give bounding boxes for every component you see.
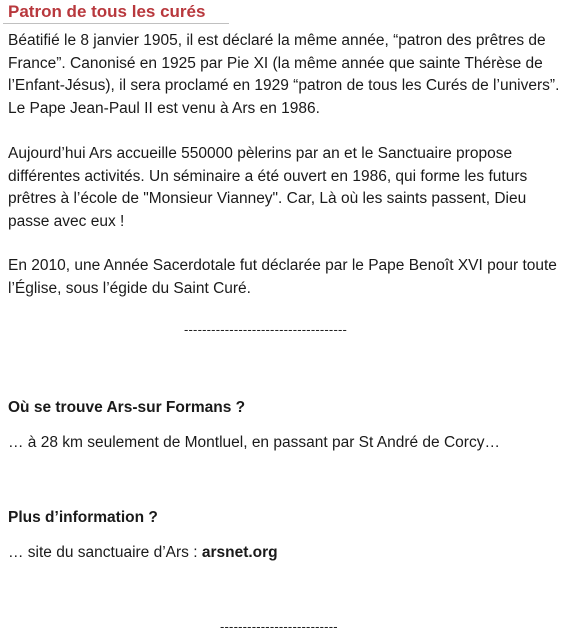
website-link[interactable]: arsnet.org	[201, 544, 278, 561]
paragraph-pilgrims: Aujourd’hui Ars accueille 550000 pèlerins par an et le Sanctuaire propose différentes activités. Un séminaire a été ouvert en 1986, qui forme les futurs prêtres à l’école de "Monsieur Vianney". Car, Là où les saints passent, Dieu passe avec eux !	[8, 145, 528, 230]
paragraph-priestly-year: En 2010, une Année Sacerdotale fut déclarée par le Pape Benoît XVI pour toute l’Église, sous l’égide du Saint Curé.	[8, 257, 557, 297]
info-line	[8, 543, 278, 563]
footer-separator: --------------------------	[220, 619, 338, 634]
info-heading: Plus d’information ?	[8, 509, 158, 526]
section-title: Patron de tous les curés	[8, 2, 206, 21]
title-underline	[3, 23, 229, 24]
info-text: … site du sanctuaire d’Ars :	[8, 544, 202, 561]
location-text: … à 28 km seulement de Montluel, en passant par St André de Corcy…	[8, 434, 500, 451]
paragraph-beatification: Béatifié le 8 janvier 1905, il est déclaré la même année, “patron des prêtres de France”. Canonisé en 1925 par Pie XI (la même année que sainte Thérèse de l’Enfant-Jésus), il sera proclamé en 1929 “patron de tous les Curés de l’univers”. Le Pape Jean-Paul II est venu à Ars en 1986.	[8, 32, 560, 117]
location-heading: Où se trouve Ars-sur Formans ?	[8, 399, 246, 416]
section-separator: ------------------------------------	[184, 322, 348, 337]
